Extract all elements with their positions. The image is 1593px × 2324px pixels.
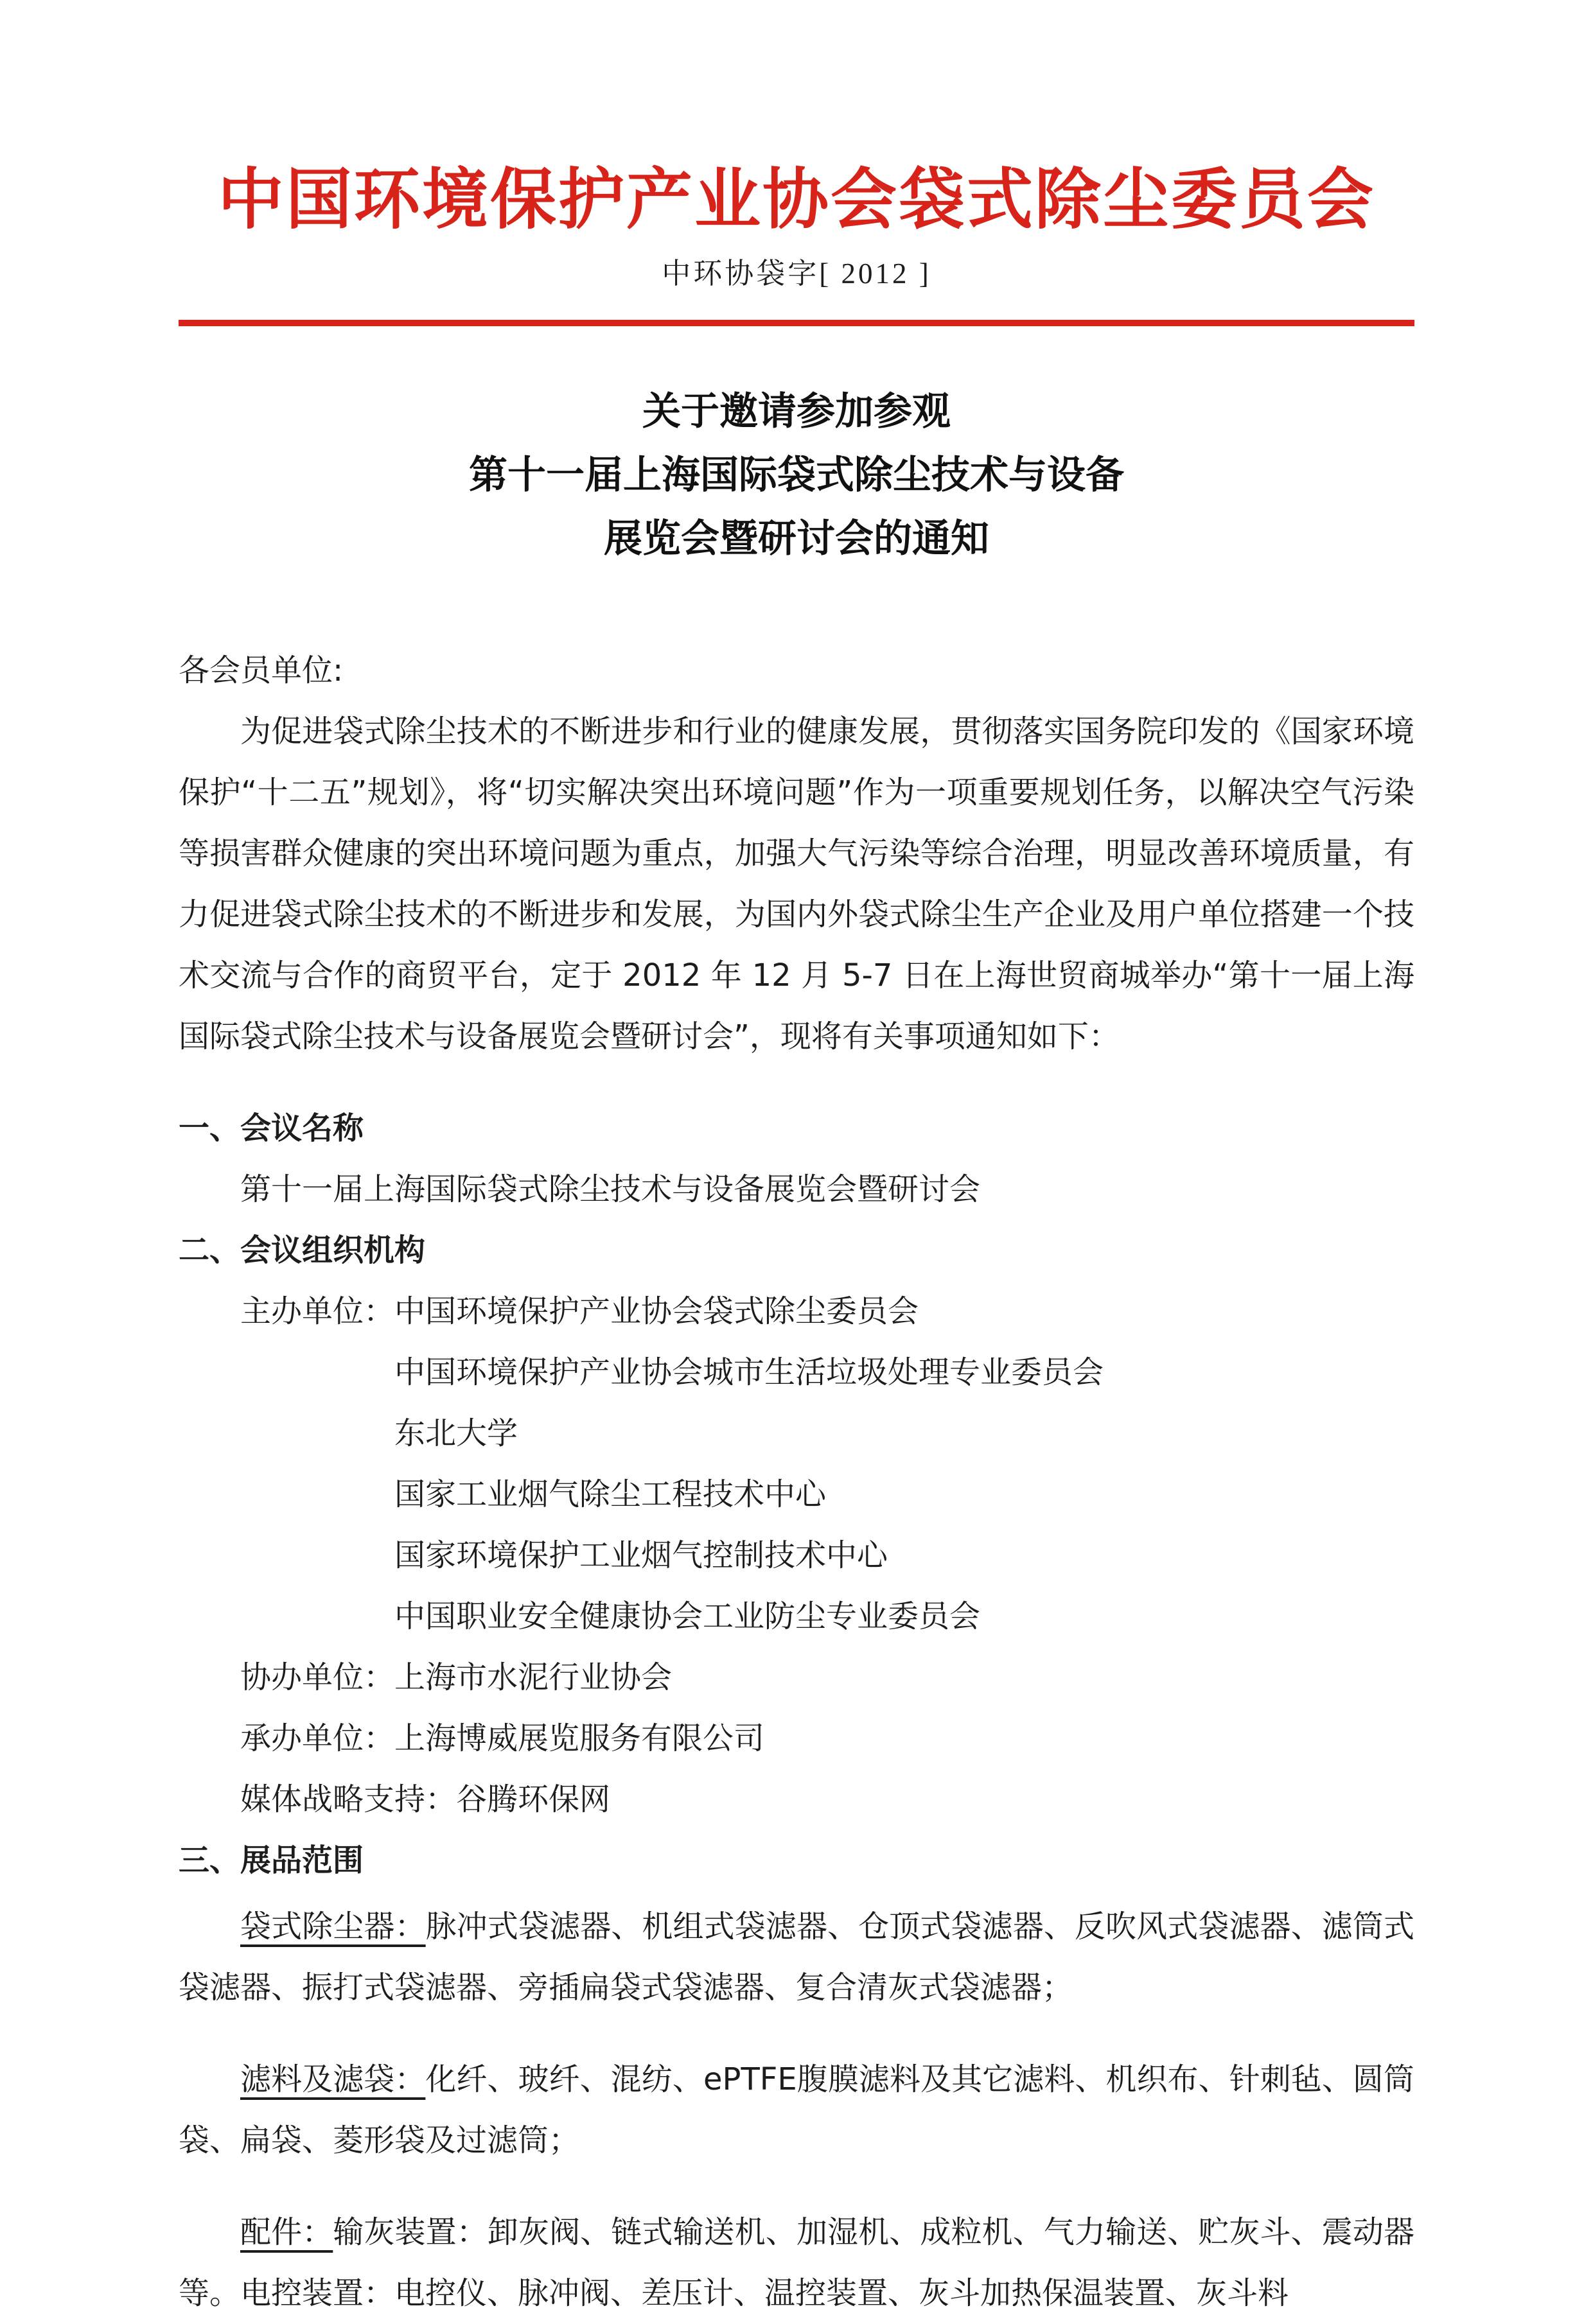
section3-heading: 三、展品范围: [179, 1842, 364, 1878]
exhibit-category-accessories: [179, 2202, 1414, 2324]
media-support-label: 媒体战略支持：: [240, 1781, 457, 1817]
section2-heading: 二、会议组织机构: [179, 1232, 426, 1268]
exhibit-category-bag-filters: [179, 1896, 1414, 2018]
exhibit-category-items: 化纤、玻纤、混纺、ePTFE腹膜滤料及其它滤料、机织布、针刺毡、圆筒袋、扁袋、菱形袋及过滤筒；: [179, 2061, 1414, 2158]
exhibit-category-filter-media: [179, 2049, 1414, 2171]
host-item: 东北大学: [394, 1415, 518, 1451]
host-item: 国家环境保护工业烟气控制技术中心: [394, 1537, 888, 1573]
media-support-row: [179, 1769, 1414, 1830]
host-item: 中国环境保护产业协会城市生活垃圾处理专业委员会: [394, 1354, 1104, 1390]
media-support-value: 谷腾环保网: [456, 1781, 611, 1817]
undertaker-row: [179, 1708, 1414, 1769]
notice-title-line-2: 第十一届上海国际袋式除尘技术与设备: [469, 453, 1124, 498]
section1-content: 第十一届上海国际袋式除尘技术与设备展览会暨研讨会: [240, 1171, 981, 1207]
salutation: 各会员单位:: [179, 652, 344, 688]
exhibit-category-items: 脉冲式袋滤器、机组式袋滤器、仓顶式袋滤器、反吹风式袋滤器、滤筒式袋滤器、振打式袋滤器、旁插扁袋式袋滤器、复合清灰式袋滤器；: [179, 1909, 1414, 2005]
letterhead-org-title: 中国环境保护产业协会袋式除尘委员会: [218, 164, 1375, 237]
letterhead-divider-rule: [179, 320, 1414, 326]
notice-title: [179, 380, 1414, 571]
co-host-label: 协办单位：: [240, 1659, 395, 1695]
exhibit-category-items: 输灰装置：卸灰阀、链式输送机、加湿机、成粒机、气力输送、贮灰斗、震动器等。电控装置：电控仪、脉冲阀、差压计、温控装置、灰斗加热保温装置、灰斗料: [179, 2214, 1414, 2311]
host-list: [394, 1281, 1414, 1647]
undertaker-label: 承办单位：: [240, 1720, 395, 1756]
co-host-value: 上海市水泥行业协会: [394, 1659, 673, 1695]
intro-paragraph: 为促进袋式除尘技术的不断进步和行业的健康发展，贯彻落实国务院印发的《国家环境保护“十二五”规划》，将“切实解决突出环境问题”作为一项重要规划任务，以解决空气污染等损害群众健康的突出环境问题为重点，加强大气污染等综合治理，明显改善环境质量，有力促进袋式除尘技术的不断进步和发展，为国内外袋式除尘生产企业及用户单位搭建一个技术交流与合作的商贸平台，定于 2012 年 12 月 5-7 日在上海世贸商城举办“第十一届上海国际袋式除尘技术与设备展览会暨研讨会”，现将有关事项通知如下：: [179, 713, 1414, 1054]
host-item: 中国环境保护产业协会袋式除尘委员会: [394, 1293, 919, 1329]
host-label: 主办单位：: [240, 1293, 395, 1329]
section1-heading: 一、会议名称: [179, 1110, 364, 1146]
co-host-row: [179, 1647, 1414, 1708]
document-number: 中环协袋字[ 2012 ]: [662, 258, 931, 290]
undertaker-value: 上海博威展览服务有限公司: [394, 1720, 765, 1756]
host-organizations-row: [179, 1281, 1414, 1647]
notice-title-line-1: 关于邀请参加参观: [642, 389, 951, 434]
notice-title-line-3: 展览会暨研讨会的通知: [604, 516, 989, 561]
exhibit-category-label: 袋式除尘器：: [240, 1909, 426, 1944]
exhibit-category-label: 滤料及滤袋：: [240, 2061, 426, 2097]
exhibit-category-label: 配件：: [240, 2214, 333, 2250]
host-item: 中国职业安全健康协会工业防尘专业委员会: [394, 1598, 981, 1634]
host-item: 国家工业烟气除尘工程技术中心: [394, 1476, 827, 1512]
